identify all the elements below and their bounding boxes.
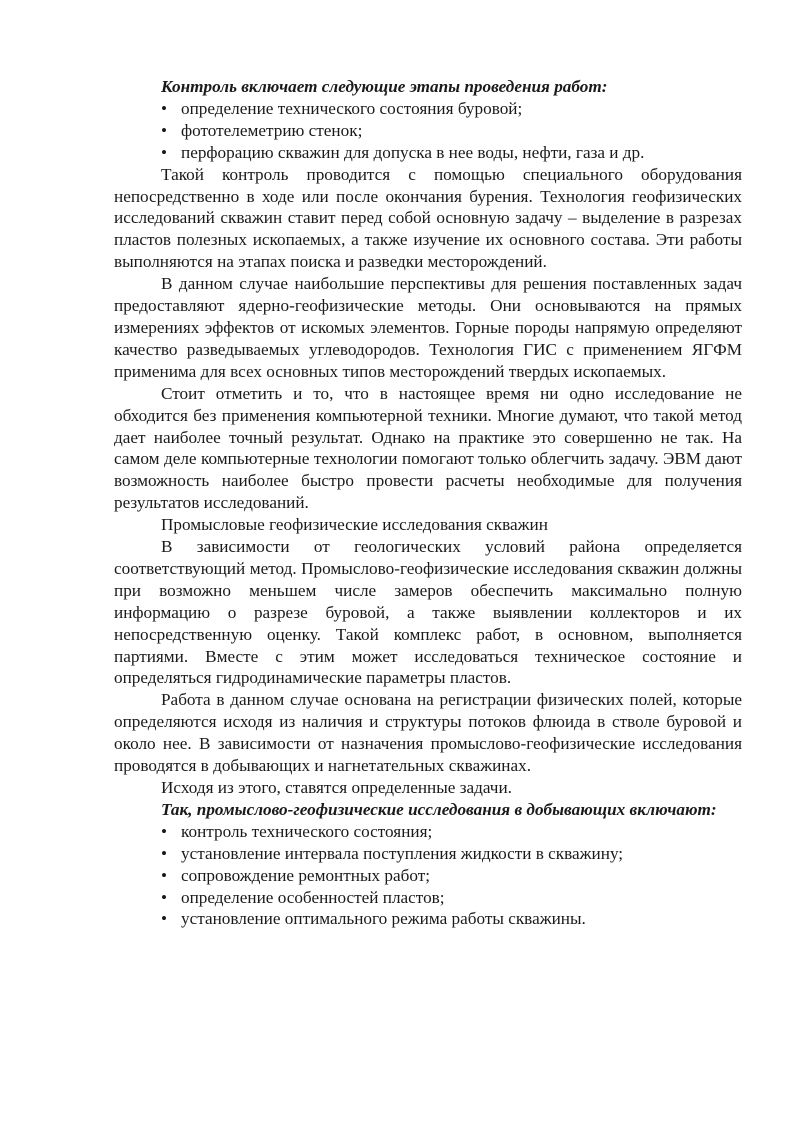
bullet-icon: • bbox=[161, 142, 168, 162]
paragraph: В данном случае наибольшие перспективы для решения поставленных задач предоставляют ядерно-геофизические методы. Они основываются на прямых измерениях эффектов от искомых элементов. Горные породы напрямую определяют качество разведываемых углеводородов. Технология ГИС с применением ЯГФМ применима для всех основных типов месторождений твердых ископаемых. bbox=[114, 274, 742, 381]
paragraph: В зависимости от геологических условий района определяется соответствующий метод. Промыслово-геофизические исследования скважин должны при возможно меньшем числе замеров обеспечить максимально полную информацию о разрезе буровой, а также выявлении коллекторов и их непосредственную оценку. Такой комплекс работ, в основном, выполняется партиями. Вместе с этим может исследоваться техническое состояние и определяться гидродинамические параметры пластов. bbox=[114, 537, 742, 688]
list-item-text: установление оптимального режима работы скважины. bbox=[181, 909, 586, 929]
list-item bbox=[114, 142, 742, 164]
list-item bbox=[114, 865, 742, 887]
paragraph: Такой контроль проводится с помощью специального оборудования непосредственно в ходе или после окончания бурения. Технология геофизических исследований скважин ставит перед собой основную задачу – выделение в разрезах пластов полезных ископаемых, а также изучение их основного состава. Эти работы выполняются на этапах поиска и разведки месторождений. bbox=[114, 164, 742, 272]
paragraph: Исходя из этого, ставятся определенные задачи. bbox=[161, 778, 512, 797]
list-item bbox=[114, 98, 742, 120]
list-item-text: перфорацию скважин для допуска в нее воды, нефти, газа и др. bbox=[181, 142, 645, 162]
list-item bbox=[114, 821, 742, 843]
section-heading-production-research: Так, промыслово-геофизические исследования в добывающих включают: bbox=[161, 799, 717, 819]
list-item-text: определение особенностей пластов; bbox=[181, 887, 445, 907]
list-item bbox=[114, 120, 742, 142]
control-stages-list bbox=[114, 98, 742, 164]
section-heading-control-stages: Контроль включает следующие этапы проведения работ: bbox=[161, 77, 608, 96]
list-item bbox=[114, 843, 742, 865]
paragraph: Стоит отметить и то, что в настоящее время ни одно исследование не обходится без применения компьютерной техники. Многие думают, что такой метод дает наиболее точный результат. Однако на практике это совершенно не так. На самом деле компьютерные технологии помогают только облегчить задачу. ЭВМ дают возможность наиболее быстро провести расчеты необходимые для получения результатов исследований. bbox=[114, 383, 742, 513]
bullet-icon: • bbox=[161, 865, 168, 885]
bullet-icon: • bbox=[161, 98, 168, 118]
list-item-text: определение технического состояния буровой; bbox=[181, 98, 523, 118]
list-item bbox=[114, 908, 742, 930]
bullet-icon: • bbox=[161, 909, 168, 929]
list-item-text: контроль технического состояния; bbox=[181, 821, 433, 841]
list-item bbox=[114, 887, 742, 909]
bullet-icon: • bbox=[161, 120, 168, 140]
bullet-icon: • bbox=[161, 821, 168, 841]
subsection-title: Промысловые геофизические исследования скважин bbox=[161, 515, 548, 535]
document-page bbox=[114, 76, 742, 930]
list-item-text: фототелеметрию стенок; bbox=[181, 120, 363, 140]
list-item-text: установление интервала поступления жидкости в скважину; bbox=[181, 843, 624, 863]
bullet-icon: • bbox=[161, 887, 168, 907]
list-item-text: сопровождение ремонтных работ; bbox=[181, 865, 430, 885]
production-research-list bbox=[114, 821, 742, 931]
paragraph: Работа в данном случае основана на регистрации физических полей, которые определяются исходя из наличия и структуры потоков флюида в стволе буровой и около нее. В зависимости от назначения промыслово-геофизические исследования проводятся в добывающих и нагнетательных скважинах. bbox=[114, 690, 742, 776]
bullet-icon: • bbox=[161, 843, 168, 863]
